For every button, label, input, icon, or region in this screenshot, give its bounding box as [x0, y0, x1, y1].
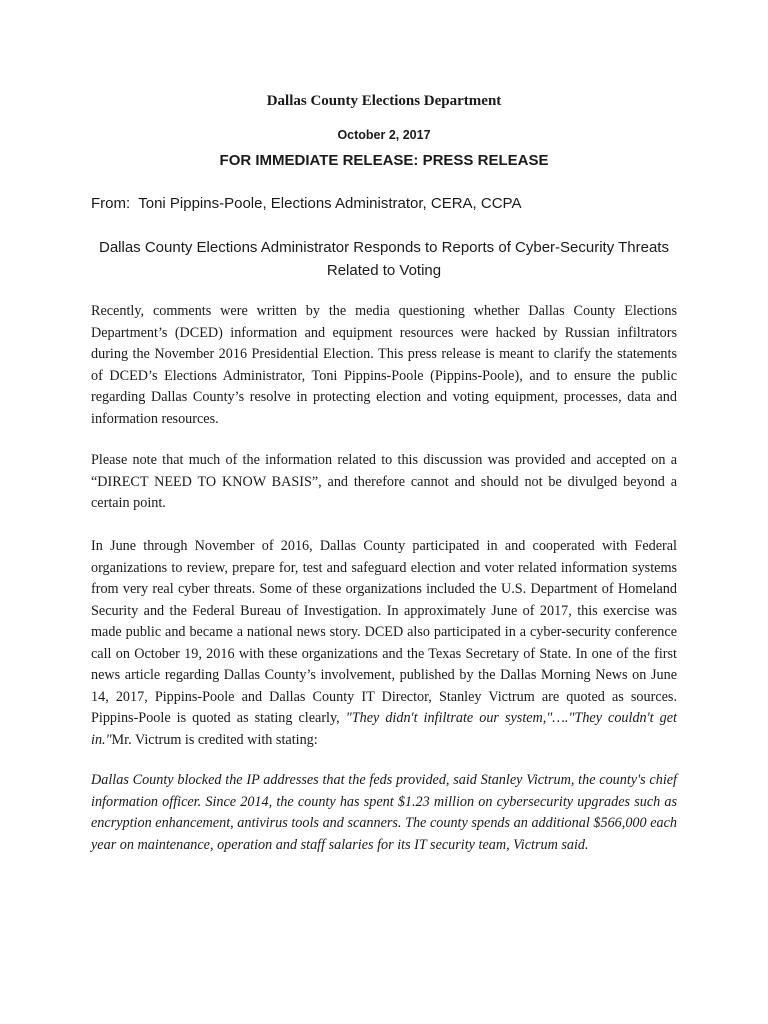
paragraph-3 [91, 536, 677, 751]
document-page [91, 0, 677, 1024]
from-line: From: Toni Pippins-Poole, Elections Administrator, CERA, CCPA [91, 195, 522, 212]
paragraph-3-quote: "They didn't infiltrate our system,"…."They couldn't get in." [91, 710, 677, 748]
paragraph-1: Recently, comments were written by the media questioning whether Dallas County Elections Department’s (DCED) information and equipment resources were hacked by Russian infiltrators during the November 2016 Presidential Election. This press release is meant to clarify the statements of DCED’s Elections Administrator, Toni Pippins-Poole (Pippins-Poole), and to ensure the public regarding Dallas County’s resolve in protecting election and voting equipment, processes, data and information resources. [91, 303, 677, 427]
headline-line-1: Dallas County Elections Administrator Responds to Reports of Cyber-Security Threats [99, 239, 669, 256]
paragraph-2: Please note that much of the information related to this discussion was provided and accepted on a “DIRECT NEED TO KNOW BASIS”, and therefore cannot and should not be divulged beyond a certain point. [91, 452, 677, 511]
headline [91, 236, 677, 282]
release-date: October 2, 2017 [337, 128, 431, 142]
paragraph-3-main: In June through November of 2016, Dallas County participated in and cooperated with Federal organizations to review, prepare for, test and safeguard election and voter related information systems from very real cyber threats. Some of these organizations included the U.S. Department of Homeland Security and the Federal Bureau of Investigation. In approximately June of 2017, this exercise was made public and became a national news story. DCED also participated in a cyber-security conference call on October 19, 2016 with these organizations and the Texas Secretary of State. In one of the first news article regarding Dallas County’s involvement, published by the Dallas Morning News on June 14, 2017, Pippins-Poole and Dallas County IT Director, Stanley Victrum are quoted as sources. Pippins-Poole is quoted as stating clearly, [91, 538, 677, 726]
paragraph-3-tail: Mr. Victrum is credited with stating: [111, 731, 318, 748]
department-title: Dallas County Elections Department [266, 93, 502, 109]
release-label: FOR IMMEDIATE RELEASE: PRESS RELEASE [219, 152, 549, 169]
headline-line-2: Related to Voting [326, 262, 442, 279]
quoted-paragraph: Dallas County blocked the IP addresses that the feds provided, said Stanley Victrum, the county's chief information officer. Since 2014, the county has spent $1.23 million on cybersecurity upgrades such as encryption enhancement, antivirus tools and scanners. The county spends an additional $566,000 each year on maintenance, operation and staff salaries for its IT security team, Victrum said. [91, 772, 677, 853]
